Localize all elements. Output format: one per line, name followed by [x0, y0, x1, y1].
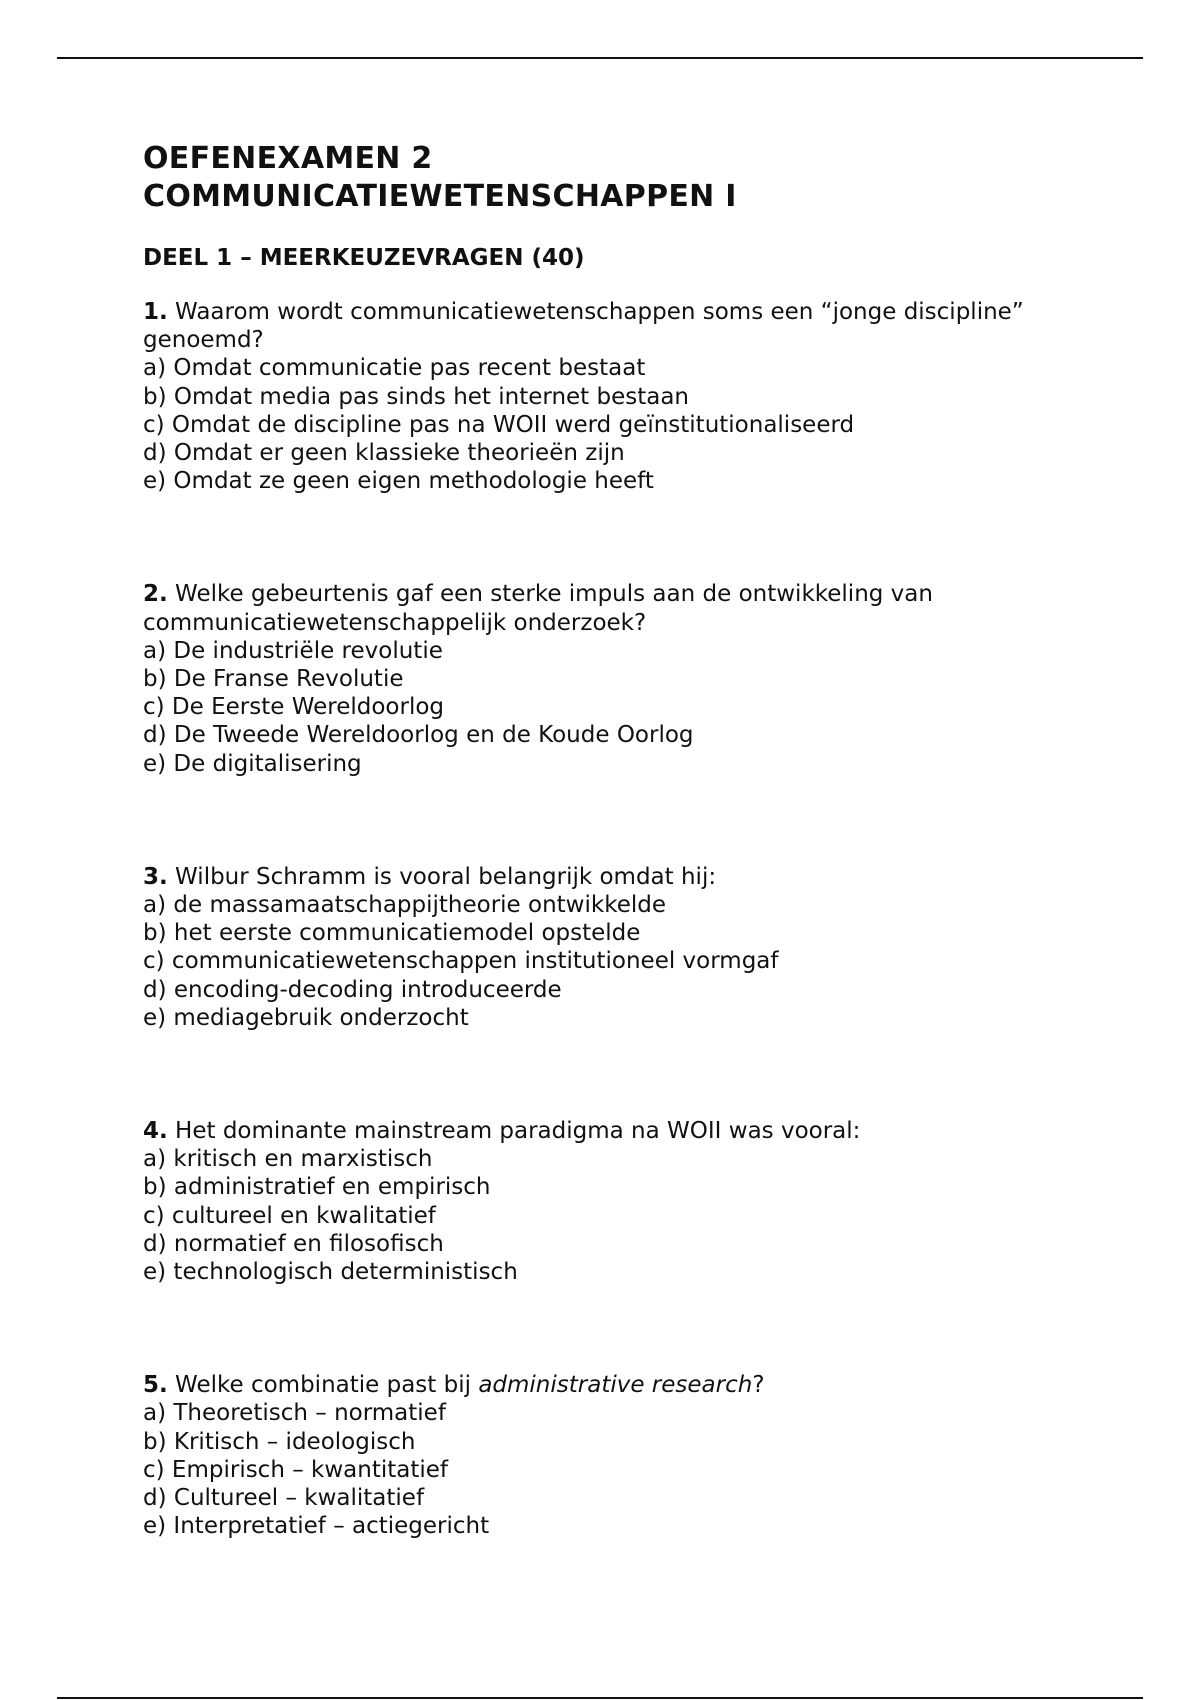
question-prompt: [143, 863, 1043, 891]
question-3: [143, 863, 1043, 1032]
exam-title: [143, 140, 1043, 216]
answer-option-b: b) het eerste communicatiemodel opstelde: [143, 920, 641, 947]
answer-option-d: d) normatief en filosofisch: [143, 1230, 444, 1257]
question-list: [143, 298, 1043, 1541]
top-rule: [57, 57, 1143, 59]
bottom-rule: [57, 1697, 1143, 1699]
answer-option-c: c) communicatiewetenschappen institutioneel vormgaf: [143, 948, 779, 975]
answer-option-d: d) De Tweede Wereldoorlog en de Koude Oorlog: [143, 722, 694, 749]
answer-option-e: e) technologisch deterministisch: [143, 1259, 518, 1286]
answer-option-d: d) encoding-decoding introduceerde: [143, 976, 562, 1003]
question-number: 4.: [143, 1118, 168, 1145]
answer-option-b: b) administratief en empirisch: [143, 1174, 491, 1201]
question-prompt: [143, 1371, 1043, 1399]
exam-page: [143, 140, 1043, 1541]
answer-option-e: e) De digitalisering: [143, 750, 362, 777]
title-line-1: OEFENEXAMEN 2: [143, 141, 433, 176]
answer-option-a: a) De industriële revolutie: [143, 637, 443, 664]
question-5: [143, 1371, 1043, 1540]
question-text-before: Welke combinatie past bij: [167, 1372, 479, 1399]
question-number: 1.: [143, 299, 168, 325]
answer-option-c: c) Omdat de discipline pas na WOII werd geïnstitutionaliseerd: [143, 411, 855, 438]
answer-option-a: a) kritisch en marxistisch: [143, 1146, 433, 1173]
question-text: Welke gebeurtenis gaf een sterke impuls aan de ontwikkeling van communicatiewetenschappelijk onderzoek?: [143, 581, 933, 636]
answer-option-e: e) Interpretatief – actiegericht: [143, 1513, 490, 1540]
question-prompt: [143, 580, 1043, 636]
answer-option-b: b) Kritisch – ideologisch: [143, 1428, 416, 1455]
answer-option-c: c) cultureel en kwalitatief: [143, 1202, 436, 1229]
question-prompt: [143, 298, 1043, 354]
question-number: 3.: [143, 863, 168, 890]
answer-option-b: b) De Franse Revolutie: [143, 666, 404, 693]
question-number: 5.: [143, 1372, 168, 1399]
answer-option-a: a) Theoretisch – normatief: [143, 1400, 446, 1427]
question-text-after: ?: [752, 1372, 765, 1399]
answer-option-c: c) Empirisch – kwantitatief: [143, 1456, 449, 1483]
answer-option-c: c) De Eerste Wereldoorlog: [143, 694, 444, 721]
question-prompt: [143, 1117, 1043, 1145]
question-2: [143, 580, 1043, 777]
answer-option-e: e) Omdat ze geen eigen methodologie heeft: [143, 468, 654, 495]
question-text-emphasis: administrative research: [478, 1372, 753, 1399]
section-heading: DEEL 1 – MEERKEUZEVRAGEN (40): [143, 245, 585, 271]
answer-option-a: a) de massamaatschappijtheorie ontwikkelde: [143, 892, 666, 919]
answer-option-d: d) Cultureel – kwalitatief: [143, 1485, 425, 1512]
question-number: 2.: [143, 581, 168, 608]
question-text: Wilbur Schramm is vooral belangrijk omdat hij:: [167, 863, 717, 890]
answer-option-d: d) Omdat er geen klassieke theorieën zijn: [143, 440, 625, 467]
question-text: Het dominante mainstream paradigma na WOII was vooral:: [167, 1118, 861, 1145]
question-text: Waarom wordt communicatiewetenschappen soms een “jonge discipline” genoemd?: [143, 299, 1024, 354]
answer-option-b: b) Omdat media pas sinds het internet bestaan: [143, 383, 690, 410]
answer-option-e: e) mediagebruik onderzocht: [143, 1004, 469, 1031]
question-4: [143, 1117, 1043, 1286]
title-line-2: COMMUNICATIEWETENSCHAPPEN I: [143, 179, 737, 214]
question-1: [143, 298, 1043, 495]
answer-option-a: a) Omdat communicatie pas recent bestaat: [143, 355, 646, 382]
